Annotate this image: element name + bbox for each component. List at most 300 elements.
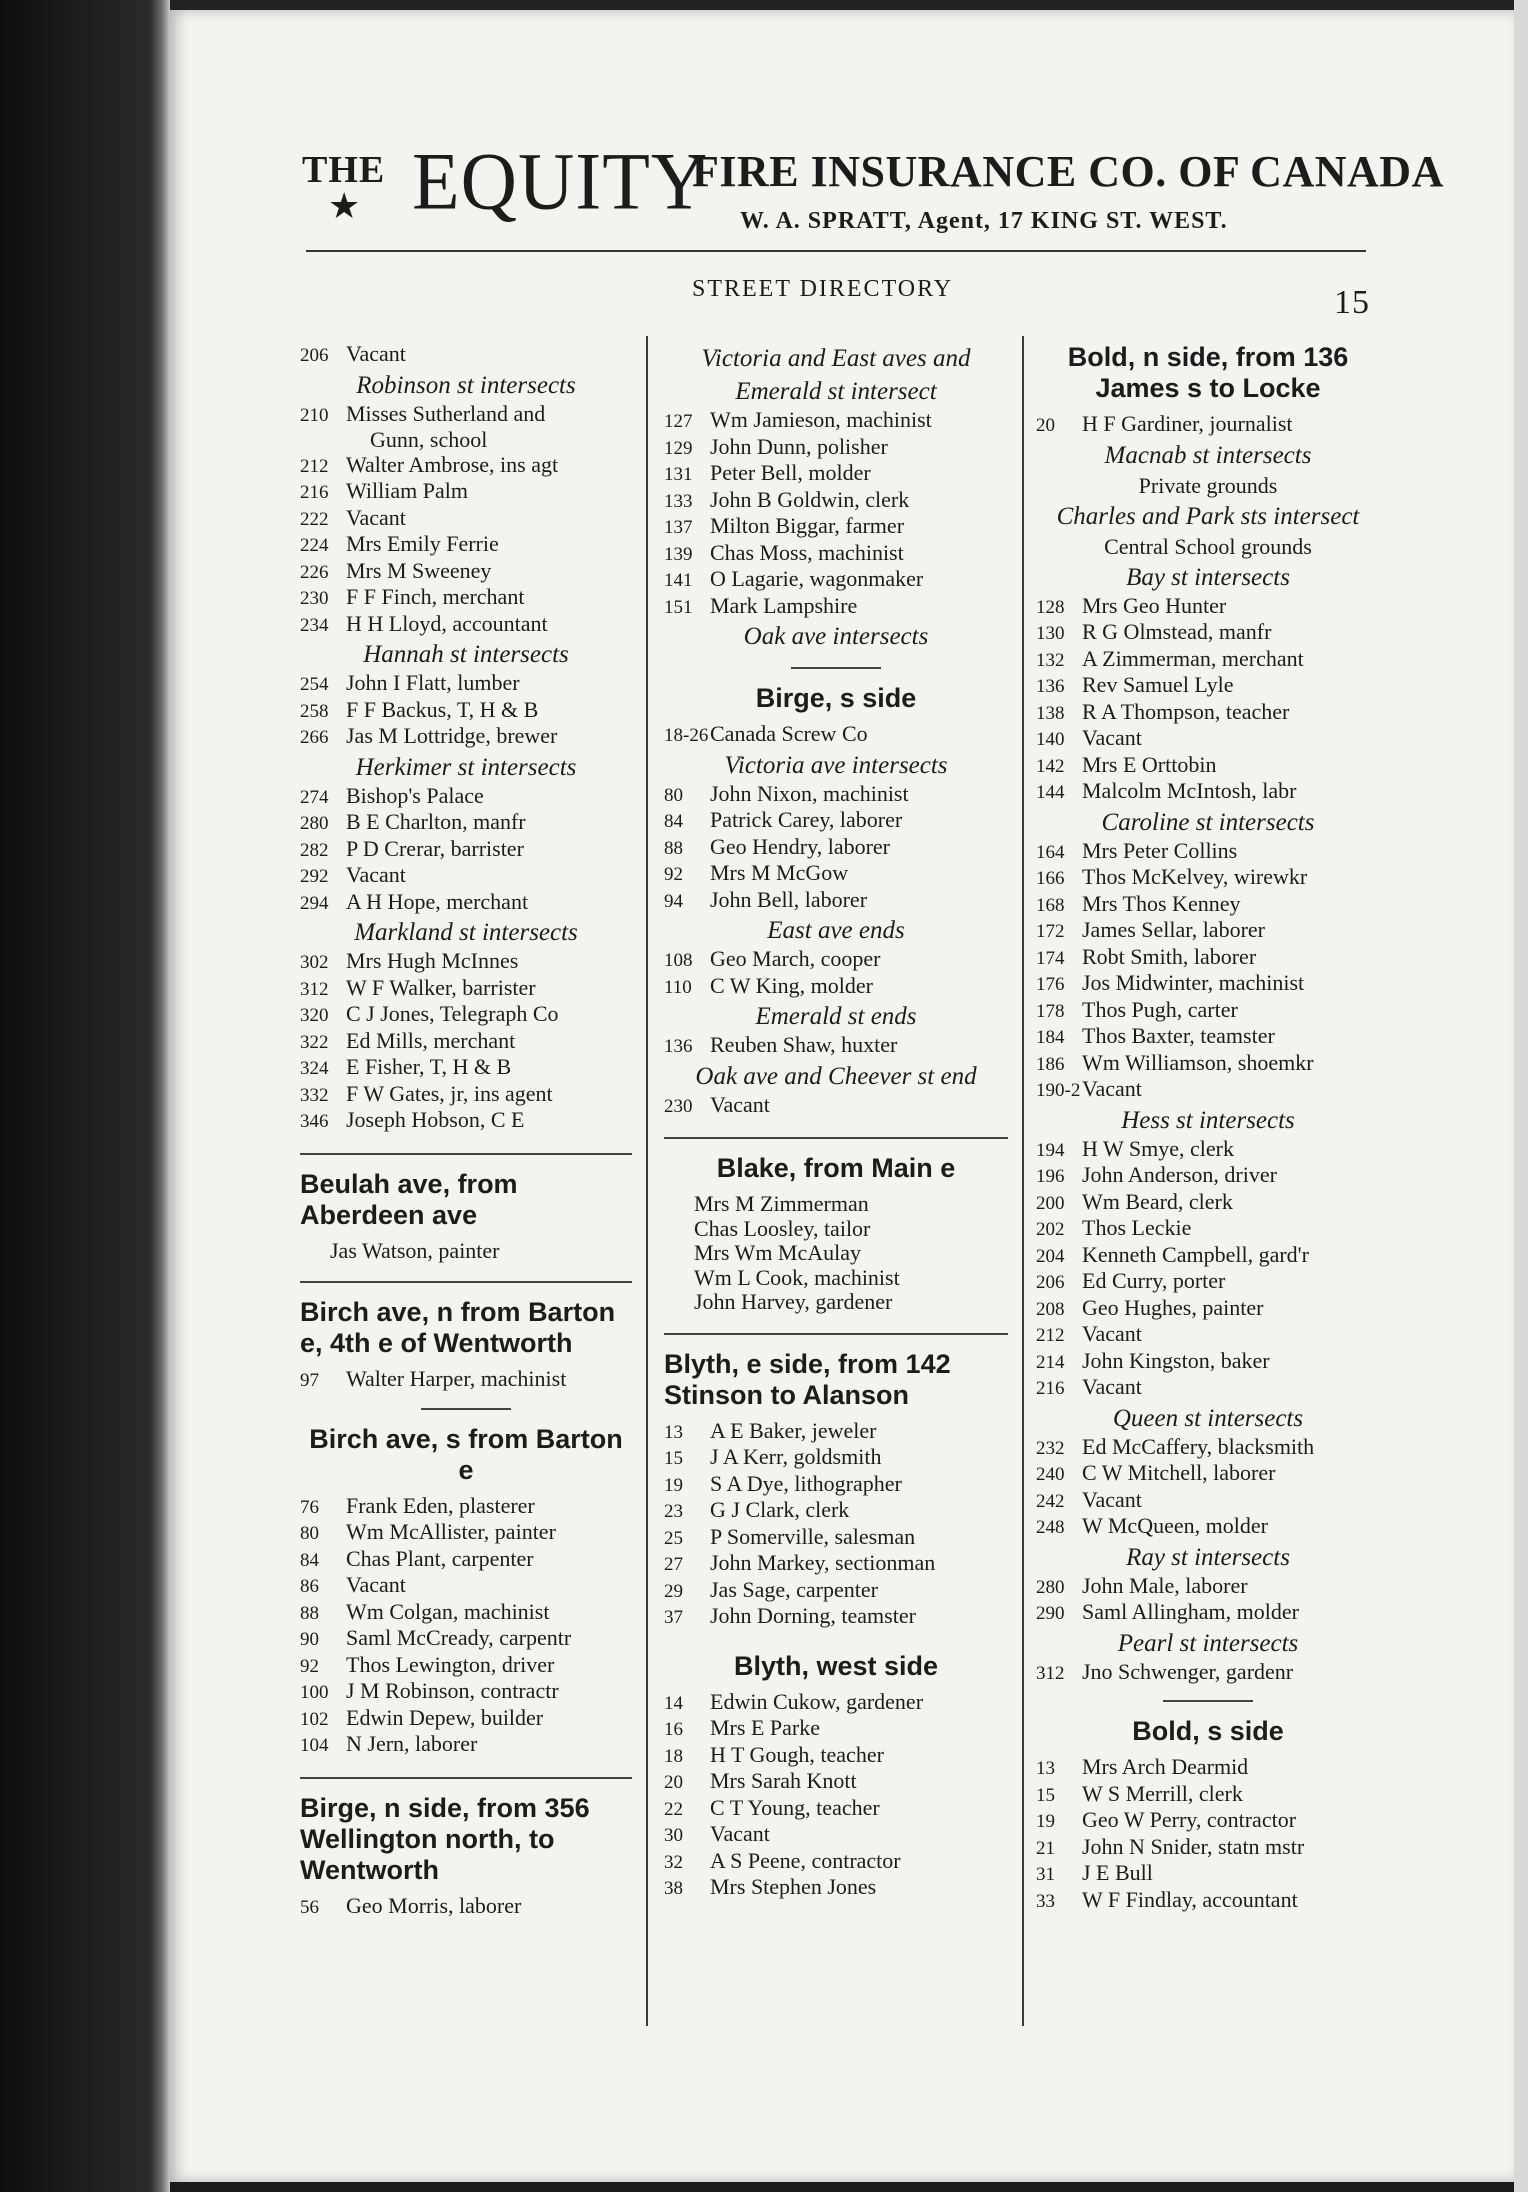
house-number: 137: [664, 517, 693, 538]
house-number: 190-2: [1036, 1080, 1081, 1101]
directory-entry: [664, 1093, 1008, 1120]
house-number: 22: [664, 1798, 683, 1820]
resident-name: John Markey, sectionman: [710, 1551, 936, 1575]
resident-name: Frank Eden, plasterer: [346, 1493, 535, 1518]
directory-entry: [1036, 412, 1380, 439]
house-number: 38: [664, 1878, 683, 1899]
directory-entry: [1036, 1216, 1380, 1243]
resident-name: Thos Baxter, teamster: [1082, 1024, 1275, 1048]
advertisement-banner: [302, 134, 1444, 250]
house-number: 25: [664, 1527, 683, 1549]
short-rule: [791, 667, 881, 669]
directory-entry: [1036, 1375, 1380, 1402]
house-number: 172: [1036, 921, 1065, 942]
directory-entry: [664, 1875, 1008, 1902]
entry-group: [1036, 1755, 1380, 1914]
directory-entry: [1036, 945, 1380, 972]
house-number: 110: [664, 976, 692, 998]
directory-entry: [1036, 1137, 1380, 1164]
directory-entry: [300, 1239, 632, 1264]
house-number: 186: [1036, 1053, 1065, 1075]
house-number: 222: [300, 508, 329, 530]
resident-name: John Harvey, gardener: [694, 1290, 893, 1314]
intersect-note: Victoria and East aves and Emerald st intersect: [701, 345, 971, 405]
house-number: 138: [1036, 702, 1065, 724]
directory-entry: [300, 1108, 632, 1135]
resident-name: W McQueen, molder: [1082, 1514, 1268, 1538]
intersect-note: Robinson st intersects: [356, 371, 576, 399]
directory-entry: [300, 698, 632, 725]
directory-entry: [664, 808, 1008, 835]
house-number: 102: [300, 1708, 329, 1730]
directory-entry: [664, 1498, 1008, 1525]
resident-name: Mrs E Orttobin: [1082, 752, 1217, 777]
directory-entry: [300, 949, 632, 976]
resident-name: John Dunn, polisher: [710, 434, 888, 459]
page-right-edge: [1514, 0, 1528, 2192]
resident-name: Walter Ambrose, ins agt: [346, 452, 559, 477]
resident-name: Misses Sutherland and: [346, 401, 546, 426]
section-title: STREET DIRECTORY: [692, 276, 954, 302]
house-number: 97: [300, 1370, 319, 1391]
banner-company: FIRE INSURANCE CO. OF CANADA: [692, 147, 1444, 196]
directory-entry: [1036, 1574, 1380, 1601]
house-number: 230: [664, 1095, 693, 1117]
house-number: 141: [664, 570, 693, 591]
intersect-note: Emerald st ends: [755, 1003, 917, 1030]
house-number: 212: [300, 455, 329, 477]
resident-name: Chas Moss, machinist: [710, 540, 904, 565]
intersect-note: Pearl st intersects: [1117, 1629, 1299, 1657]
resident-name: S A Dye, lithographer: [710, 1471, 902, 1496]
directory-entry: [1036, 1296, 1380, 1323]
directory-entry: [1036, 1835, 1380, 1862]
street-heading: Blyth, west side: [733, 1650, 939, 1681]
directory-entry: [300, 1600, 632, 1627]
directory-entry: [1036, 1243, 1380, 1270]
house-number: 90: [300, 1629, 319, 1650]
resident-name: Patrick Carey, laborer: [710, 808, 903, 832]
column-2: [664, 342, 1008, 1902]
house-number: 178: [1036, 1000, 1065, 1022]
house-number: 104: [300, 1735, 329, 1756]
resident-name: Wm Jamieson, machinist: [710, 408, 932, 432]
house-number: 16: [664, 1719, 683, 1740]
directory-entry: [300, 1082, 632, 1109]
house-number: 324: [300, 1058, 329, 1079]
house-number: 136: [664, 1036, 693, 1057]
resident-name: Vacant: [710, 1822, 770, 1846]
directory-entry: [1036, 1051, 1380, 1078]
house-number: 294: [300, 892, 329, 914]
section-divider: [300, 1281, 632, 1283]
directory-entry: [300, 585, 632, 612]
house-number: 129: [664, 437, 693, 459]
directory-entry: [300, 532, 632, 559]
directory-entry: [1036, 594, 1380, 621]
entry-group: [664, 782, 1008, 915]
directory-entry: [1036, 1269, 1380, 1296]
entry-group: [1036, 1574, 1380, 1627]
resident-name: James Sellar, laborer: [1082, 918, 1265, 942]
directory-entry: [1036, 839, 1380, 866]
resident-name: Mrs Hugh McInnes: [346, 949, 519, 973]
house-number: 248: [1036, 1517, 1065, 1538]
directory-entry: [300, 453, 632, 480]
directory-entry: [664, 435, 1008, 462]
house-number: 133: [664, 490, 693, 512]
resident-name: C W King, molder: [710, 973, 873, 998]
house-number: 14: [664, 1692, 683, 1714]
resident-name: John Anderson, driver: [1082, 1163, 1277, 1187]
resident-name: Robt Smith, laborer: [1082, 944, 1257, 969]
directory-entry: [664, 1290, 1008, 1315]
resident-name: Mrs Wm McAulay: [694, 1241, 862, 1265]
directory-entry: [1036, 1190, 1380, 1217]
directory-entry: [300, 1547, 632, 1574]
resident-name: Vacant: [346, 1573, 406, 1597]
street-heading: Blake, from Main e: [716, 1153, 956, 1183]
house-number: 18: [664, 1745, 683, 1767]
resident-name: John Bell, laborer: [710, 887, 868, 912]
directory-entry: [300, 1029, 632, 1056]
house-number: 312: [300, 978, 329, 1000]
resident-name: C T Young, teacher: [710, 1795, 880, 1820]
house-number: 266: [300, 727, 329, 748]
directory-entry: [300, 1367, 632, 1394]
entry-group: [664, 1192, 1008, 1315]
directory-entry: [300, 810, 632, 837]
directory-entry: [300, 1520, 632, 1547]
directory-entry: [664, 888, 1008, 915]
house-number: 346: [300, 1111, 329, 1132]
resident-name: A E Baker, jeweler: [710, 1418, 877, 1443]
resident-name: Geo W Perry, contractor: [1082, 1808, 1297, 1832]
intersect-note: Charles and Park sts intersect: [1056, 502, 1360, 530]
resident-name: John I Flatt, lumber: [346, 671, 520, 695]
intersect-note: Bay st intersects: [1126, 563, 1290, 591]
house-number: 206: [1036, 1272, 1065, 1293]
house-number: 280: [300, 813, 329, 834]
directory-entry: [1036, 918, 1380, 945]
house-number: 232: [1036, 1437, 1065, 1459]
entry-group: [664, 1033, 1008, 1060]
resident-name: Vacant: [1082, 1375, 1142, 1399]
house-number: 142: [1036, 755, 1065, 777]
directory-entry: [664, 1578, 1008, 1605]
house-number: 15: [1036, 1784, 1055, 1806]
entry-group: [300, 1367, 632, 1394]
resident-name: Mrs Emily Ferrie: [346, 532, 499, 556]
directory-entry: [1036, 1024, 1380, 1051]
house-number: 214: [1036, 1351, 1065, 1373]
resident-name: Ed Curry, porter: [1082, 1269, 1226, 1293]
resident-name: C W Mitchell, laborer: [1082, 1461, 1276, 1485]
directory-entry: [1036, 1888, 1380, 1915]
house-number: 76: [300, 1496, 319, 1518]
house-number: 282: [300, 839, 329, 861]
directory-entry: [664, 1822, 1008, 1849]
house-number: 23: [664, 1501, 683, 1522]
resident-name: Gunn, school: [370, 428, 488, 452]
resident-name: Edwin Cukow, gardener: [710, 1689, 924, 1714]
resident-name: Wm Beard, clerk: [1082, 1189, 1233, 1214]
directory-entry: [300, 1494, 632, 1521]
entry-group: [300, 1894, 632, 1921]
intersect-note: Oak ave intersects: [743, 623, 929, 650]
resident-name: Geo Morris, laborer: [346, 1893, 522, 1918]
house-number: 108: [664, 950, 693, 971]
resident-name: Mark Lampshire: [710, 593, 858, 618]
entry-group: [1036, 412, 1380, 439]
house-number: 92: [664, 864, 683, 885]
directory-entry: [664, 1192, 1008, 1217]
house-number: 240: [1036, 1464, 1065, 1485]
directory-entry: [300, 890, 632, 917]
resident-name: H W Smye, clerk: [1082, 1136, 1234, 1161]
house-number: 206: [300, 345, 329, 366]
resident-name: O Lagarie, wagonmaker: [710, 567, 924, 591]
directory-entry: [300, 671, 632, 698]
directory-entry: [664, 514, 1008, 541]
house-number: 210: [300, 404, 329, 426]
entry-group: [664, 1093, 1008, 1120]
house-number: 322: [300, 1031, 329, 1053]
resident-name: A S Peene, contractor: [710, 1848, 901, 1873]
directory-entry: [1036, 1782, 1380, 1809]
resident-name: A H Hope, merchant: [346, 889, 529, 914]
directory-entry: [300, 1002, 632, 1029]
section-divider: [664, 1137, 1008, 1139]
directory-entry: [1036, 700, 1380, 727]
directory-entry: [664, 1551, 1008, 1578]
directory-entry: [300, 863, 632, 890]
entry-group: [1036, 1137, 1380, 1402]
directory-entry: [300, 1894, 632, 1921]
banner-equity: EQUITY: [412, 134, 709, 227]
resident-name: Vacant: [346, 863, 406, 887]
directory-entry: [1036, 1349, 1380, 1376]
entry-group: [664, 947, 1008, 1000]
street-heading: Birge, s side: [755, 683, 917, 713]
house-number: 151: [664, 596, 693, 618]
resident-name: Mrs Stephen Jones: [710, 1875, 877, 1899]
house-number: 15: [664, 1448, 683, 1469]
house-number: 88: [664, 837, 683, 859]
resident-name: H F Gardiner, journalist: [1082, 412, 1293, 436]
directory-entry: [300, 724, 632, 751]
resident-name: G J Clark, clerk: [710, 1498, 850, 1522]
directory-entry: [664, 461, 1008, 488]
directory-entry: [1036, 1077, 1380, 1104]
house-number: 31: [1036, 1864, 1055, 1885]
resident-name: Vacant: [346, 342, 406, 366]
entry-group: [664, 722, 1008, 749]
resident-name: Canada Screw Co: [710, 722, 868, 746]
house-number: 144: [1036, 782, 1065, 803]
house-number: 80: [664, 784, 683, 806]
house-number: 242: [1036, 1490, 1065, 1512]
directory-entry: [300, 1653, 632, 1680]
directory-entry: [300, 1573, 632, 1600]
house-number: 88: [300, 1602, 319, 1624]
directory-entry: [664, 1743, 1008, 1770]
directory-entry: [1036, 726, 1380, 753]
directory-entry: [664, 722, 1008, 749]
resident-name: C J Jones, Telegraph Co: [346, 1002, 559, 1026]
grounds-note: Central School grounds: [1104, 533, 1312, 559]
directory-entry: [664, 408, 1008, 435]
house-number: 30: [664, 1825, 683, 1846]
entry-group: [664, 408, 1008, 620]
intersect-note: Herkimer st intersects: [355, 753, 577, 781]
directory-entry: [664, 974, 1008, 1001]
directory-entry: [664, 947, 1008, 974]
house-number: 132: [1036, 649, 1065, 671]
directory-entry: [1036, 779, 1380, 806]
resident-name: Mrs M McGow: [710, 861, 849, 885]
directory-entry: [1036, 1488, 1380, 1515]
directory-entry: [1036, 1808, 1380, 1835]
banner-the: THE: [302, 149, 386, 191]
intersect-note: Oak ave and Cheever st end: [695, 1062, 977, 1090]
house-number: 128: [1036, 596, 1065, 618]
directory-entry: [300, 1679, 632, 1706]
resident-name: Rev Samuel Lyle: [1082, 673, 1234, 697]
directory-entry: [300, 402, 632, 429]
column-1: [300, 342, 632, 1920]
entry-group: [300, 1239, 632, 1264]
directory-entry: [664, 1690, 1008, 1717]
house-number: 208: [1036, 1298, 1065, 1320]
directory-entry: [1036, 1461, 1380, 1488]
entry-group: [300, 1494, 632, 1759]
house-number: 92: [300, 1655, 319, 1677]
resident-name: Vacant: [1082, 1322, 1142, 1346]
directory-entry: [664, 861, 1008, 888]
house-number: 202: [1036, 1219, 1065, 1240]
column-3: [1036, 342, 1380, 1914]
resident-name: E Fisher, T, H & B: [346, 1055, 512, 1079]
directory-entry: [664, 1472, 1008, 1499]
house-number: 84: [300, 1549, 319, 1571]
house-number: 21: [1036, 1837, 1055, 1859]
house-number: 292: [300, 866, 329, 887]
house-number: 19: [1036, 1811, 1055, 1832]
page-number: 15: [1334, 284, 1370, 321]
resident-name: Vacant: [710, 1092, 770, 1117]
resident-name: B E Charlton, manfr: [346, 810, 526, 834]
intersect-note: Hess st intersects: [1121, 1106, 1295, 1134]
directory-entry: [1036, 620, 1380, 647]
resident-name: Vacant: [1082, 726, 1142, 750]
column-divider: [1022, 336, 1024, 2026]
house-number: 230: [300, 588, 329, 609]
street-heading: Birch ave, s from Barton e: [309, 1423, 623, 1485]
resident-name: Thos Lewington, driver: [346, 1652, 555, 1677]
intersect-note: Hannah st intersects: [363, 641, 569, 668]
resident-name: Saml Allingham, molder: [1082, 1600, 1299, 1624]
house-number: 216: [300, 482, 329, 503]
entry-group: [300, 342, 632, 369]
resident-name: Mrs Sarah Knott: [710, 1769, 857, 1793]
resident-name: Jas M Lottridge, brewer: [346, 724, 558, 748]
house-number: 226: [300, 561, 329, 583]
directory-entry: [664, 1849, 1008, 1876]
directory-entry: [664, 1266, 1008, 1291]
resident-name: Thos Leckie: [1082, 1216, 1192, 1240]
intersect-note: Macnab st intersects: [1104, 441, 1312, 469]
house-number: 100: [300, 1682, 329, 1703]
house-number: 166: [1036, 868, 1065, 889]
resident-name: W S Merrill, clerk: [1082, 1781, 1243, 1806]
entry-group: [300, 671, 632, 751]
directory-entry: [1036, 971, 1380, 998]
directory-entry: [664, 594, 1008, 621]
house-number: 13: [664, 1421, 683, 1443]
house-number: 332: [300, 1084, 329, 1106]
directory-entry: [300, 612, 632, 639]
resident-name: John N Snider, statn mstr: [1082, 1834, 1305, 1859]
resident-name: Jos Midwinter, machinist: [1082, 971, 1305, 995]
house-number: 302: [300, 952, 329, 973]
resident-name: W F Findlay, accountant: [1082, 1887, 1298, 1912]
banner-agent: W. A. SPRATT, Agent, 17 KING ST. WEST.: [740, 208, 1228, 234]
directory-entry: [664, 782, 1008, 809]
directory-entry: [664, 1796, 1008, 1823]
resident-name: Mrs Geo Hunter: [1082, 593, 1227, 618]
house-number: 127: [664, 411, 693, 432]
house-number: 130: [1036, 623, 1065, 644]
directory-entry: [1036, 753, 1380, 780]
directory-entry: [664, 1769, 1008, 1796]
directory-entry: [1036, 1435, 1380, 1462]
resident-name: Ed Mills, merchant: [346, 1028, 516, 1053]
house-number: 94: [664, 890, 683, 912]
resident-name: Thos Pugh, carter: [1082, 997, 1238, 1022]
column-divider: [646, 336, 648, 2026]
directory-entry: [300, 784, 632, 811]
house-number: 168: [1036, 894, 1065, 916]
entry-group: [300, 402, 632, 639]
house-number: 80: [300, 1523, 319, 1544]
directory-entry: [300, 342, 632, 369]
resident-name: John B Goldwin, clerk: [710, 487, 910, 512]
resident-name: Wm Colgan, machinist: [346, 1599, 550, 1624]
directory-entry: [300, 506, 632, 533]
directory-entry: [1036, 1514, 1380, 1541]
directory-entry: [664, 541, 1008, 568]
house-number: 19: [664, 1474, 683, 1496]
resident-name: W F Walker, barrister: [346, 975, 536, 1000]
resident-name: N Jern, laborer: [346, 1732, 478, 1756]
street-heading: Birch ave, n from Barton e, 4th e of Wentworth: [300, 1297, 616, 1358]
house-number: 136: [1036, 676, 1065, 697]
entry-group: [1036, 1660, 1380, 1687]
resident-name: A Zimmerman, merchant: [1082, 646, 1304, 671]
directory-entry: [664, 835, 1008, 862]
directory-entry: [1036, 647, 1380, 674]
directory-entry: [300, 1732, 632, 1759]
directory-entry: [664, 1241, 1008, 1266]
directory-entry: [300, 1055, 632, 1082]
directory-entry: [664, 1217, 1008, 1242]
resident-name: Thos McKelvey, wirewkr: [1082, 865, 1308, 889]
resident-name: P D Crerar, barrister: [346, 836, 524, 861]
directory-entry: [1036, 1755, 1380, 1782]
entry-group: [664, 1690, 1008, 1902]
house-number: 27: [664, 1554, 683, 1575]
